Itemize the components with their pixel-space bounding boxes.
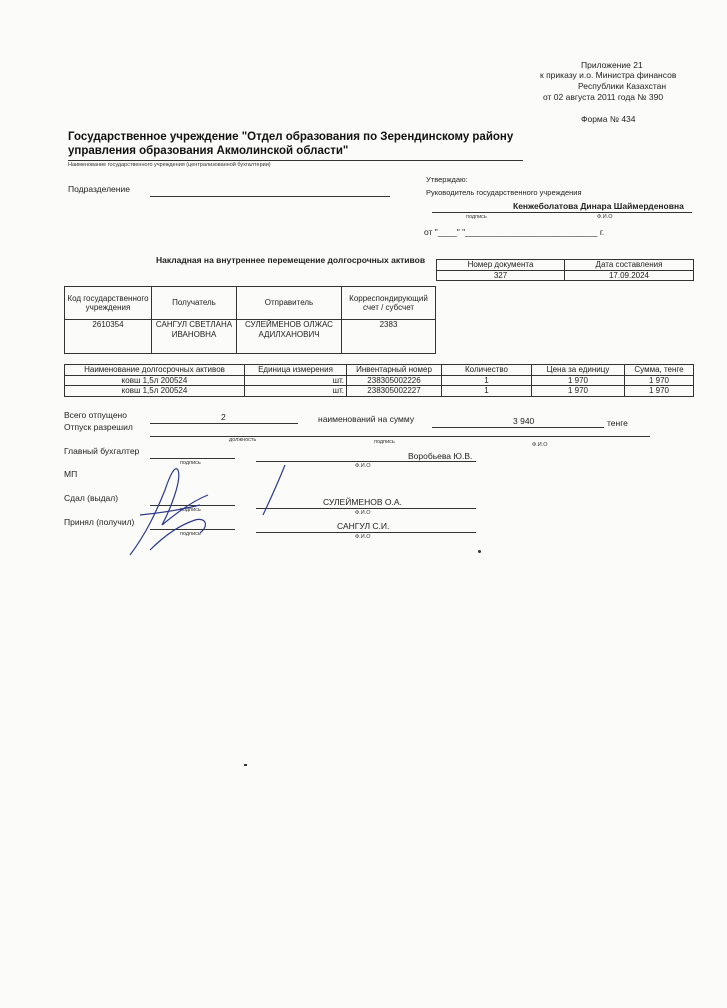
parties-header-sender: Отправитель <box>237 287 342 320</box>
asset-inventory-number: 238305002226 <box>347 375 442 386</box>
assets-header-inventory: Инвентарный номер <box>347 365 442 376</box>
parties-header-code: Код государственного учреждения <box>65 287 152 320</box>
position-caption: должность <box>229 437 257 443</box>
asset-sum: 1 970 <box>625 375 694 386</box>
received-fio-caption: Ф.И.О <box>355 534 371 540</box>
appendix-line-4: от 02 августа 2011 года № 390 <box>543 92 664 102</box>
received-label: Принял (получил) <box>64 517 135 527</box>
doc-date-header: Дата составления <box>565 260 694 271</box>
organization-caption: Наименование государственного учреждения (централизованной бухгалтерии) <box>68 162 271 168</box>
head-fio-caption: Ф.И.О <box>597 214 613 220</box>
asset-price: 1 970 <box>532 386 625 397</box>
assets-header-sum: Сумма, тенге <box>625 365 694 376</box>
table-row <box>65 375 694 386</box>
parties-receiver: САНГУЛ СВЕТЛАНА ИВАНОВНА <box>152 320 237 354</box>
permit-sign-caption: подпись <box>374 439 395 445</box>
asset-inventory-number: 238305002227 <box>347 386 442 397</box>
asset-name: ковш 1,5л 200524 <box>65 386 245 397</box>
mp-label: МП <box>64 469 78 479</box>
asset-quantity: 1 <box>442 375 532 386</box>
handed-sign-caption: подпись <box>180 507 201 513</box>
asset-sum: 1 970 <box>625 386 694 397</box>
appendix-line-3: Республики Казахстан <box>578 81 667 91</box>
parties-header-account: Корреспондирующий счет / субсчет <box>342 287 436 320</box>
assets-header-quantity: Количество <box>442 365 532 376</box>
parties-sender: СУЛЕЙМЕНОВ ОЛЖАС АДИЛХАНОВИЧ <box>237 320 342 354</box>
released-count: 2 <box>221 412 226 422</box>
head-sign-caption: подпись <box>466 214 487 220</box>
parties-header-receiver: Получатель <box>152 287 237 320</box>
subdivision-label: Подразделение <box>68 184 130 194</box>
permit-fio-caption: Ф.И.О <box>532 442 548 448</box>
handed-label: Сдал (выдал) <box>64 493 119 503</box>
chief-accountant-label: Главный бухгалтер <box>64 446 140 456</box>
asset-quantity: 1 <box>442 386 532 397</box>
organization-name-line-2: управления образования Акмолинской области" <box>68 145 349 157</box>
parties-table <box>64 286 436 354</box>
document-title: Накладная на внутреннее перемещение долгосрочных активов <box>156 255 426 265</box>
permit-label: Отпуск разрешил <box>64 422 133 432</box>
doc-number: 327 <box>437 270 565 281</box>
appendix-line-2: к приказу и.о. Министра финансов <box>540 70 677 80</box>
total-sum: 3 940 <box>513 416 535 426</box>
assets-header-name: Наименование долгосрочных активов <box>65 365 245 376</box>
chief-accountant-name: Воробьева Ю.В. <box>408 451 473 461</box>
parties-account: 2383 <box>342 320 436 354</box>
organization-name-line-1: Государственное учреждение "Отдел образования по Зерендинскому району <box>68 131 514 143</box>
chief-fio-caption: Ф.И.О <box>355 463 371 469</box>
handwritten-signature-2 <box>255 460 295 520</box>
handed-fio-caption: Ф.И.О <box>355 510 371 516</box>
document-number-table <box>436 259 694 281</box>
received-sign-caption: подпись <box>180 531 201 537</box>
assets-header-price: Цена за единицу <box>532 365 625 376</box>
table-row <box>65 386 694 397</box>
received-name: САНГУЛ С.И. <box>337 521 390 531</box>
scan-speck <box>244 764 247 766</box>
doc-date: 17.09.2024 <box>565 270 694 281</box>
parties-code: 2610354 <box>65 320 152 354</box>
form-number: Форма № 434 <box>581 114 636 124</box>
chief-sign-caption: подпись <box>180 460 201 466</box>
asset-name: ковш 1,5л 200524 <box>65 375 245 386</box>
approve-label: Утверждаю: <box>426 175 468 184</box>
asset-unit: шт. <box>245 375 347 386</box>
scan-speck <box>478 550 481 553</box>
asset-price: 1 970 <box>532 375 625 386</box>
assets-header-unit: Единица измерения <box>245 365 347 376</box>
currency: тенге <box>607 418 628 428</box>
appendix-line-1: Приложение 21 <box>581 60 643 70</box>
asset-unit: шт. <box>245 386 347 397</box>
handwritten-signature-1 <box>120 455 230 565</box>
approval-date-line: от "____" "____________________________ г. <box>424 227 605 237</box>
items-sum-label: наименований на сумму <box>318 414 415 424</box>
released-label: Всего отпущено <box>64 410 127 420</box>
assets-table <box>64 364 694 397</box>
handed-name: СУЛЕЙМЕНОВ О.А. <box>323 497 402 507</box>
head-name: Кенжеболатова Динара Шаймерденовна <box>513 201 684 211</box>
doc-number-header: Номер документа <box>437 260 565 271</box>
head-label: Руководитель государственного учреждения <box>426 188 582 197</box>
